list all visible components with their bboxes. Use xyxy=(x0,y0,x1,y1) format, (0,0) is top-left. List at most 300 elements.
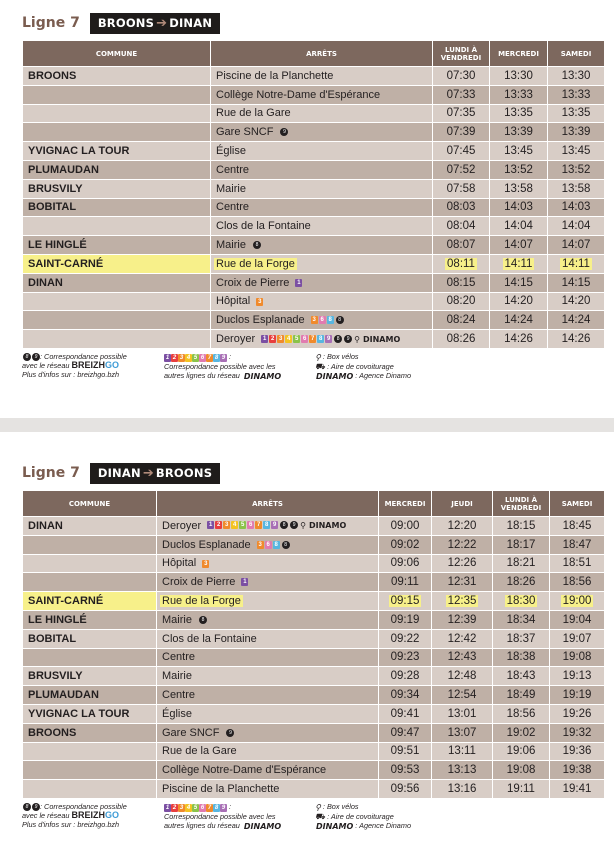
stop-cell xyxy=(211,217,433,236)
breizhgo-connection-icon: 8 xyxy=(282,541,290,549)
departure-time: 13:45 xyxy=(561,145,591,158)
time-cell xyxy=(550,723,605,742)
departure-time: 07:52 xyxy=(446,163,476,176)
breizhgo-connection-icon: 9 xyxy=(280,128,288,136)
table-row xyxy=(23,254,605,273)
legend-text: : xyxy=(227,352,232,361)
commune-cell xyxy=(23,723,157,742)
time-cell xyxy=(493,780,550,799)
departure-time: 07:39 xyxy=(446,126,476,139)
departure-time: 18:45 xyxy=(562,519,592,532)
table-row xyxy=(23,723,605,742)
stop-name: Duclos Esplanade xyxy=(162,538,251,551)
line-badge-icon: 5 xyxy=(193,355,198,361)
departure-time: 18:51 xyxy=(562,557,592,570)
stop-name: Croix de Pierre xyxy=(162,576,236,589)
time-cell xyxy=(433,198,490,217)
departure-time: 09:00 xyxy=(390,519,420,532)
route-badge xyxy=(90,13,220,34)
legend-text: : Box vélos xyxy=(320,802,359,811)
table-row xyxy=(23,592,605,611)
line-badge-icon: 8 xyxy=(214,805,219,811)
route-from: DINAN xyxy=(97,466,141,480)
time-cell xyxy=(432,761,493,780)
time-cell xyxy=(548,254,605,273)
stop-cell xyxy=(157,517,379,536)
departure-time: 19:26 xyxy=(562,707,592,720)
commune-name: BRUSVILY xyxy=(28,670,83,683)
table-row xyxy=(23,686,605,705)
departure-time: 14:15 xyxy=(504,276,533,289)
stop-cell xyxy=(157,780,379,799)
line-badge-icon: 1 xyxy=(243,579,247,586)
stop-name: Mairie xyxy=(216,182,246,195)
legend-text: Plus d'infos sur : breizhgo.bzh xyxy=(22,820,120,830)
breizhgo-connection-icon: 9 xyxy=(32,353,40,361)
departure-time: 19:36 xyxy=(562,745,592,758)
time-cell xyxy=(432,629,493,648)
time-cell xyxy=(379,610,432,629)
table-row xyxy=(23,742,605,761)
timetable-outbound xyxy=(22,40,605,349)
breizhgo-connection-icon: 8 xyxy=(199,616,207,624)
legend-text: : Agence Dinamo xyxy=(353,821,411,831)
legend-text: avec le réseau xyxy=(22,811,72,821)
time-cell xyxy=(550,667,605,686)
time-cell xyxy=(490,198,548,217)
commune-name xyxy=(26,576,30,588)
departure-time: 13:33 xyxy=(504,88,533,101)
time-cell xyxy=(550,780,605,799)
departure-time: 18:37 xyxy=(506,632,536,645)
time-cell xyxy=(493,610,550,629)
departure-time: 18:56 xyxy=(562,576,592,589)
carpool-icon: ⛟ xyxy=(315,362,326,372)
commune-cell xyxy=(23,517,157,536)
commune-name xyxy=(26,557,30,569)
stop-name: Centre xyxy=(216,201,250,214)
commune-name: BROONS xyxy=(28,69,77,82)
breizhgo-connection-icon: 9 xyxy=(290,521,298,529)
time-cell xyxy=(432,686,493,705)
stop-name: Mairie xyxy=(216,239,246,252)
departure-time: 09:02 xyxy=(390,538,420,551)
line-badge-icon: 6 xyxy=(200,355,205,361)
commune-name xyxy=(26,764,30,776)
time-cell xyxy=(433,104,490,123)
section-divider xyxy=(0,418,614,432)
legend-text: : Correspondance possible xyxy=(40,352,127,361)
time-cell xyxy=(433,330,490,349)
time-cell xyxy=(379,592,432,611)
legend-text xyxy=(22,811,127,820)
time-cell xyxy=(490,104,548,123)
departure-time: 14:03 xyxy=(561,201,591,214)
legend-text xyxy=(314,362,411,372)
departure-time: 09:15 xyxy=(390,595,420,608)
time-cell xyxy=(379,704,432,723)
legend-services xyxy=(314,352,411,381)
time-cell xyxy=(493,761,550,780)
departure-time: 14:26 xyxy=(504,333,533,346)
stop-cell xyxy=(157,742,379,761)
time-cell xyxy=(433,236,490,255)
breizhgo-connection-icon: 9 xyxy=(344,335,352,343)
time-cell xyxy=(379,667,432,686)
brand-text: GO xyxy=(105,810,120,821)
line-badge-icon: 1 xyxy=(165,355,170,361)
departure-time: 18:43 xyxy=(506,670,536,683)
commune-name xyxy=(26,745,30,757)
commune-cell xyxy=(23,667,157,686)
table-row xyxy=(23,780,605,799)
legend-text: Correspondance possible avec les xyxy=(164,362,276,371)
time-cell xyxy=(379,742,432,761)
departure-time: 19:32 xyxy=(562,726,592,739)
departure-time: 08:24 xyxy=(446,314,476,327)
commune-cell xyxy=(23,123,211,142)
commune-cell xyxy=(23,160,211,179)
departure-time: 09:34 xyxy=(390,689,420,702)
departure-time: 07:35 xyxy=(446,107,476,120)
commune-name: YVIGNAC LA TOUR xyxy=(28,145,130,158)
stop-cell xyxy=(211,236,433,255)
table-row xyxy=(23,517,605,536)
time-cell xyxy=(490,142,548,161)
commune-cell xyxy=(23,648,157,667)
commune-cell xyxy=(23,573,157,592)
time-cell xyxy=(550,610,605,629)
departure-time: 19:00 xyxy=(562,595,592,608)
table-row xyxy=(23,67,605,86)
timetable-section-return xyxy=(0,432,614,842)
stop-name: Mairie xyxy=(162,613,192,626)
departure-time: 19:19 xyxy=(562,689,592,702)
breizhgo-connection-icon: 8 xyxy=(280,521,288,529)
departure-time: 09:19 xyxy=(390,613,420,626)
departure-time: 12:20 xyxy=(447,519,477,532)
commune-cell xyxy=(23,85,211,104)
commune-cell xyxy=(23,610,157,629)
stop-cell xyxy=(211,198,433,217)
departure-time: 14:04 xyxy=(504,220,533,233)
route-to: DINAN xyxy=(169,16,213,30)
legend-text: : xyxy=(227,802,232,811)
stop-name: Collège Notre-Dame d'Espérance xyxy=(162,764,327,777)
legend-dinamo-lines xyxy=(164,352,281,381)
departure-time: 14:04 xyxy=(561,220,591,233)
section-title xyxy=(22,12,220,34)
commune-name: BRUSVILY xyxy=(28,182,83,195)
time-cell xyxy=(490,236,548,255)
stop-name: Piscine de la Planchette xyxy=(162,783,280,796)
dinamo-logo: DINAMO xyxy=(316,371,354,381)
legend-text xyxy=(314,371,411,381)
legend-text xyxy=(164,821,281,831)
route-to: BROONS xyxy=(155,466,213,480)
departure-time: 09:47 xyxy=(390,726,420,739)
departure-time: 13:30 xyxy=(561,69,591,82)
time-cell xyxy=(493,723,550,742)
line-badge-icon: 3 xyxy=(312,317,316,324)
legend-text: : Aire de covoiturage xyxy=(325,361,394,371)
time-cell xyxy=(432,554,493,573)
table-row xyxy=(23,667,605,686)
stop-name: Hôpital xyxy=(216,295,251,308)
stop-name: Piscine de la Planchette xyxy=(216,69,334,82)
time-cell xyxy=(432,667,493,686)
stop-cell xyxy=(157,573,379,592)
departure-time: 09:56 xyxy=(390,783,420,796)
line-badge-icon: 8 xyxy=(214,355,219,361)
connection-icons xyxy=(241,578,248,586)
stop-name: Rue de la Gare xyxy=(216,107,291,120)
stop-name: Centre xyxy=(162,689,196,702)
time-cell xyxy=(550,686,605,705)
time-cell xyxy=(548,179,605,198)
line-badge-icon: 2 xyxy=(216,522,221,529)
departure-time: 07:33 xyxy=(446,88,476,101)
table-row xyxy=(23,160,605,179)
departure-time: 19:11 xyxy=(507,783,535,796)
commune-name xyxy=(26,539,30,551)
commune-name: DINAN xyxy=(28,519,63,532)
arrow-icon: ➔ xyxy=(142,465,154,481)
time-cell xyxy=(550,761,605,780)
line-badge-icon: 6 xyxy=(266,541,270,548)
departure-time: 09:41 xyxy=(390,707,420,720)
departure-time: 08:03 xyxy=(446,201,476,214)
connection-icons xyxy=(198,616,207,624)
header-row xyxy=(23,491,605,517)
departure-time: 14:11 xyxy=(504,257,533,270)
departure-time: 12:48 xyxy=(447,670,477,683)
line-badge-icon: 9 xyxy=(221,805,226,811)
time-cell xyxy=(433,292,490,311)
stop-name: Rue de la Gare xyxy=(162,745,237,758)
table-row xyxy=(23,217,605,236)
breizhgo-connection-icon: 9 xyxy=(32,803,40,811)
legend-dinamo-lines xyxy=(164,802,281,831)
line-badge-icon: 7 xyxy=(207,805,212,811)
commune-name xyxy=(26,89,30,101)
departure-time: 19:06 xyxy=(506,745,536,758)
departure-time: 13:33 xyxy=(561,88,591,101)
breizhgo-logo xyxy=(72,810,120,820)
column-header: LUNDI À VENDREDI xyxy=(493,491,550,517)
line-label: Ligne 7 xyxy=(22,15,80,31)
breizhgo-logo xyxy=(72,360,120,370)
legend-text: : Agence Dinamo xyxy=(353,371,411,381)
time-cell xyxy=(490,160,548,179)
time-cell xyxy=(433,179,490,198)
line-badge-icon: 5 xyxy=(294,335,299,342)
line-badge-icon: 9 xyxy=(272,522,277,529)
departure-time: 08:11 xyxy=(447,257,475,270)
table-row xyxy=(23,648,605,667)
time-cell xyxy=(432,592,493,611)
departure-time: 19:08 xyxy=(562,651,592,664)
time-cell xyxy=(490,330,548,349)
departure-time: 13:52 xyxy=(561,163,591,176)
departure-time: 14:03 xyxy=(504,201,533,214)
time-cell xyxy=(493,573,550,592)
time-cell xyxy=(432,648,493,667)
legend-text: autres lignes du réseau xyxy=(164,371,242,380)
commune-cell xyxy=(23,330,211,349)
stop-name: Croix de Pierre xyxy=(216,276,290,289)
departure-time: 13:58 xyxy=(561,182,591,195)
time-cell xyxy=(490,273,548,292)
stop-name: Rue de la Forge xyxy=(216,257,295,270)
departure-time: 18:56 xyxy=(506,707,536,720)
header-row xyxy=(23,41,605,67)
connection-icons xyxy=(261,335,400,344)
stop-name: Collège Notre-Dame d'Espérance xyxy=(216,88,381,101)
legend-text: Correspondance possible avec les xyxy=(164,812,276,821)
time-cell xyxy=(432,517,493,536)
line-badge-icon: 4 xyxy=(186,355,191,361)
column-header: MERCREDI xyxy=(490,41,548,67)
stop-name: Église xyxy=(216,145,246,158)
departure-time: 12:22 xyxy=(447,538,477,551)
line-badge-icon: 8 xyxy=(318,335,323,342)
departure-time: 13:01 xyxy=(447,707,477,720)
commune-cell xyxy=(23,217,211,236)
time-cell xyxy=(550,629,605,648)
stop-cell xyxy=(157,629,379,648)
breizhgo-connection-icon: 8 xyxy=(336,316,344,324)
line-badge-icon: 2 xyxy=(172,355,177,361)
commune-name: PLUMAUDAN xyxy=(28,163,99,176)
time-cell xyxy=(432,723,493,742)
departure-time: 13:45 xyxy=(504,145,533,158)
departure-time: 14:26 xyxy=(561,333,591,346)
commune-name: BOBITAL xyxy=(28,632,77,645)
time-cell xyxy=(379,780,432,799)
time-cell xyxy=(548,330,605,349)
table-row xyxy=(23,142,605,161)
legend-text xyxy=(314,812,411,822)
stop-cell xyxy=(211,85,433,104)
time-cell xyxy=(379,554,432,573)
stop-name: Deroyer xyxy=(216,333,256,346)
time-cell xyxy=(548,311,605,330)
departure-time: 13:52 xyxy=(504,163,533,176)
line-badge-icon: 6 xyxy=(302,335,307,342)
stop-name: Duclos Esplanade xyxy=(216,314,305,327)
departure-time: 18:15 xyxy=(506,519,536,532)
line-badge-icon: 8 xyxy=(264,522,269,529)
time-cell xyxy=(550,592,605,611)
departure-time: 14:24 xyxy=(561,314,591,327)
departure-time: 09:51 xyxy=(390,745,420,758)
table-row xyxy=(23,573,605,592)
departure-time: 13:35 xyxy=(504,107,533,120)
stop-name: Centre xyxy=(216,163,250,176)
table-row xyxy=(23,123,605,142)
commune-cell xyxy=(23,535,157,554)
departure-time: 08:20 xyxy=(446,295,476,308)
route-badge xyxy=(90,463,220,484)
dinamo-logo: DINAMO xyxy=(362,334,401,344)
connection-icons xyxy=(207,521,346,530)
commune-name xyxy=(26,126,30,138)
stop-cell xyxy=(211,67,433,86)
departure-time: 18:17 xyxy=(506,538,536,551)
stop-cell xyxy=(211,254,433,273)
line-badge-icon: 3 xyxy=(258,541,262,548)
time-cell xyxy=(432,610,493,629)
time-cell xyxy=(548,160,605,179)
connection-icons xyxy=(202,560,209,568)
commune-name xyxy=(26,333,30,345)
time-cell xyxy=(493,535,550,554)
departure-time: 13:39 xyxy=(561,126,591,139)
bike-box-icon: ⚲ xyxy=(300,521,306,531)
brand-text: BREIZH xyxy=(71,360,105,371)
connection-icons xyxy=(279,128,288,136)
departure-time: 19:02 xyxy=(506,726,536,739)
commune-name: DINAN xyxy=(28,276,63,289)
line-badge-icon: 6 xyxy=(200,805,205,811)
time-cell xyxy=(550,648,605,667)
line-badge-icon: 3 xyxy=(258,298,262,305)
time-cell xyxy=(493,517,550,536)
departure-time: 19:13 xyxy=(562,670,592,683)
time-cell xyxy=(493,592,550,611)
table-row xyxy=(23,311,605,330)
line-badge-icon: 7 xyxy=(207,355,212,361)
stop-cell xyxy=(211,123,433,142)
departure-time: 14:24 xyxy=(504,314,533,327)
breizhgo-connection-icon: 8 xyxy=(334,335,342,343)
departure-time: 13:39 xyxy=(504,126,533,139)
timetable-section-outbound xyxy=(0,0,614,418)
column-header: JEUDI xyxy=(432,491,493,517)
time-cell xyxy=(379,535,432,554)
time-cell xyxy=(548,67,605,86)
stop-name: Hôpital xyxy=(162,557,197,570)
departure-time: 19:07 xyxy=(562,632,592,645)
departure-time: 13:30 xyxy=(504,69,533,82)
time-cell xyxy=(379,761,432,780)
commune-name: BROONS xyxy=(28,726,77,739)
line-badge-icon: 7 xyxy=(256,522,261,529)
legend-text xyxy=(314,821,411,831)
legend-text: autres lignes du réseau xyxy=(164,821,242,830)
time-cell xyxy=(550,704,605,723)
stop-cell xyxy=(157,554,379,573)
time-cell xyxy=(493,648,550,667)
commune-cell xyxy=(23,254,211,273)
departure-time: 07:58 xyxy=(446,182,476,195)
departure-time: 14:15 xyxy=(561,276,591,289)
departure-time: 18:26 xyxy=(506,576,536,589)
departure-time: 14:20 xyxy=(504,295,533,308)
line-badge-icon: 6 xyxy=(248,522,253,529)
time-cell xyxy=(550,554,605,573)
table-row xyxy=(23,761,605,780)
commune-cell xyxy=(23,179,211,198)
stop-name: Centre xyxy=(162,651,196,664)
time-cell xyxy=(433,142,490,161)
time-cell xyxy=(493,704,550,723)
departure-time: 18:30 xyxy=(506,595,536,608)
stop-cell xyxy=(211,330,433,349)
line-label: Ligne 7 xyxy=(22,465,80,481)
stop-name: Gare SNCF xyxy=(162,726,220,739)
